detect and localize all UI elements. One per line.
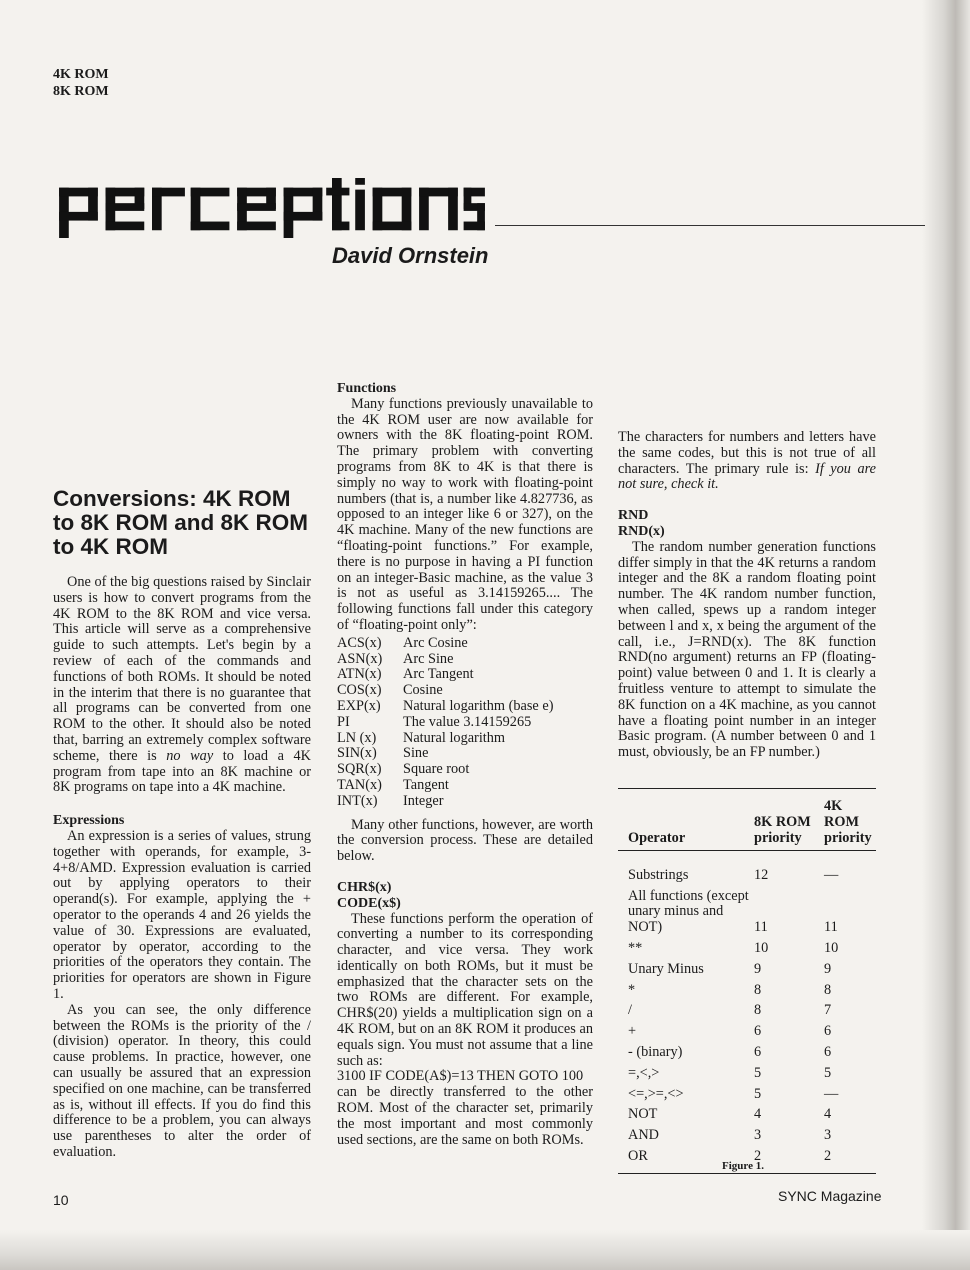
operator-name: - (binary) xyxy=(628,1044,683,1061)
priority-4k: 4 xyxy=(824,1106,832,1123)
operator-name: <=,>=,<> xyxy=(628,1085,684,1102)
fp-function-desc: Arc Sine xyxy=(403,650,454,667)
fp-function-row xyxy=(337,683,553,699)
priority-4k: — xyxy=(824,1085,839,1102)
priority-8k: 5 xyxy=(754,1064,762,1081)
operator-row xyxy=(618,959,876,980)
fp-function-row xyxy=(337,746,553,762)
priority-8k: 3 xyxy=(754,1127,762,1144)
fp-function-row xyxy=(337,636,553,652)
functions-paragraph-1: Many functions previously unavailable to the 4K ROM user are now available for owners with the 8K floating-point ROM. The primary problem with converting programs from 8K to 4K is that there is simply no way to work with floating-point numbers (that is, a number like 4.827736, as opposed to an integer like 6 or 327), on the 4K machine. Many of the new functions are “floating-point functions.” For example, there is no purpose in having a PI function on an integer-Basic machine, as the value 3 is not as useful as 3.14159265.... The following functions fall under this category of “floating-point only”: xyxy=(337,395,593,633)
figure-1-table xyxy=(618,788,876,1174)
functions-paragraph-2: Many other functions, however, are worth the conversion process. These are detailed below. xyxy=(337,816,593,865)
fp-function-row xyxy=(337,731,553,747)
priority-4k: — xyxy=(824,866,839,883)
operator-name: ** xyxy=(628,940,643,957)
fp-function-desc: Natural logarithm xyxy=(403,729,506,746)
fp-function-desc: Integer xyxy=(403,792,444,809)
priority-4k: 6 xyxy=(824,1023,832,1040)
chrs-paragraph-2: can be directly transferred to the other ROM. Most of the character set, primarily the most important and most commonly used sections, are the same on both ROMs. xyxy=(337,1084,593,1148)
table-top-rule xyxy=(618,788,876,789)
fp-function-desc: Natural logarithm (base e) xyxy=(403,697,554,714)
operator-row xyxy=(618,1063,876,1084)
priority-8k: 8 xyxy=(754,981,762,998)
code-example: 3100 IF CODE(A$)=13 THEN GOTO 100 xyxy=(337,1068,584,1085)
header-operator: Operator xyxy=(628,829,686,846)
priority-8k: 4 xyxy=(754,1106,762,1123)
column-logo xyxy=(52,178,492,238)
rnd-heading: RND xyxy=(618,508,649,524)
fp-function-name: PI xyxy=(337,713,350,730)
operator-row xyxy=(618,939,876,960)
fp-function-row xyxy=(337,652,553,668)
priority-4k: 8 xyxy=(824,981,832,998)
fp-function-name: COS(x) xyxy=(337,682,382,699)
operator-name: * xyxy=(628,981,636,998)
code-heading: CODE(x$) xyxy=(337,895,401,911)
operator-name: =,<,> xyxy=(628,1064,660,1081)
rom-tag-8k: 8K ROM xyxy=(53,84,109,99)
fp-function-name: EXP(x) xyxy=(337,697,381,714)
fp-function-row xyxy=(337,699,553,715)
priority-4k: 2 xyxy=(824,1148,832,1165)
priority-8k: 6 xyxy=(754,1023,762,1040)
priority-8k: 6 xyxy=(754,1044,762,1061)
operator-row xyxy=(618,1126,876,1147)
operator-row xyxy=(618,1105,876,1126)
fp-function-desc: Tangent xyxy=(403,776,449,793)
priority-8k: 10 xyxy=(754,940,769,957)
fp-function-desc: Sine xyxy=(403,745,429,762)
header-4k-priority: 4K ROM priority xyxy=(824,798,872,846)
fp-function-name: SQR(x) xyxy=(337,761,382,778)
fp-function-name: SIN(x) xyxy=(337,745,377,762)
fp-function-row xyxy=(337,778,553,794)
priority-4k: 10 xyxy=(824,940,839,957)
column-1 xyxy=(53,575,311,1161)
expressions-paragraph-1: An expression is a series of values, strung together with operands, for example, 3-4+8/AMD. Expression evaluation is carried out by applying operators to their operand(s). For example, applying the + operator to the operands 4 and 26 yields the value of 30. Expressions are evaluated, operator by operator, according to the priorities of the operators they contain. The priorities for operators are shown in Figure 1. xyxy=(53,827,311,1002)
fp-function-row xyxy=(337,715,553,731)
priority-4k: 5 xyxy=(824,1064,832,1081)
operator-name: Substrings xyxy=(628,866,689,883)
priority-4k: 9 xyxy=(824,960,832,977)
intro-paragraph: One of the big questions raised by Sinclair users is how to convert programs from the 4K ROM to the 8K ROM and vice versa. This article will serve as a comprehensive guide to such attempts. Let's begin by a review of each of the commands and functions of both ROMs. It should be noted in the interim that there is no guarantee that all programs can be converted from one ROM to the other. It should also be noted that, barring an extremely complex software scheme, there is no way to load a 4K program from tape into an 8K machine or 8K programs on tape into a 4K machine. xyxy=(53,574,311,796)
priority-4k: 7 xyxy=(824,1002,832,1019)
priority-8k: 12 xyxy=(754,866,769,883)
rnd-x-heading: RND(x) xyxy=(618,523,665,539)
operator-row xyxy=(618,886,876,938)
priority-8k: 11 xyxy=(754,919,768,936)
fp-function-name: ASN(x) xyxy=(337,650,383,667)
functions-heading: Functions xyxy=(337,381,397,396)
expressions-heading: Expressions xyxy=(53,813,125,829)
fp-function-row xyxy=(337,762,553,778)
operator-name: / xyxy=(628,1002,632,1019)
rom-tag-4k: 4K ROM xyxy=(53,67,109,82)
priority-8k: 8 xyxy=(754,1002,762,1019)
column-2 xyxy=(337,381,593,1148)
priority-8k: 2 xyxy=(754,1148,762,1165)
header-8k-priority: 8K ROM priority xyxy=(754,813,811,846)
operator-row xyxy=(618,865,876,886)
logo-rule xyxy=(495,225,925,226)
fp-function-desc: The value 3.14159265 xyxy=(403,713,532,730)
operator-row xyxy=(618,1084,876,1105)
operator-name: NOT xyxy=(628,1106,658,1123)
page-edge-shadow xyxy=(922,0,970,1270)
rnd-paragraph: The random number generation functions differ simply in that the 4K returns a random integer and the 8K a random floating point number. The 4K random number function, when called, spews up a random integer between l and x, x being the argument of the call, i.e., J=RND(x). The 8K function RND(no argument) returns an FP (floating-point) value between 0 and 1. It is clearly a fruitless venture to attempt to simulate the 8K function on a 4K machine, as you cannot have a floating point number in an integer Basic program. (A number between 0 and 1 must, obviously, be an FP number.) xyxy=(618,538,876,761)
page-bottom-shadow xyxy=(0,1230,970,1270)
author-byline: David Ornstein xyxy=(332,243,489,268)
magazine-name: SYNC Magazine xyxy=(778,1188,882,1204)
operator-name: OR xyxy=(628,1148,648,1165)
fp-function-name: LN (x) xyxy=(337,729,377,746)
expressions-paragraph-2: As you can see, the only difference between the ROMs is the priority of the / (division) operator. In theory, this could cause problems. In practice, however, one can usually be assured that an expression specified on one machine, can be transferred as is, without ill effects. If you do find this difference to be a problem, you can always use parentheses to alter the order of evaluation. xyxy=(53,1001,311,1160)
operator-row xyxy=(618,1022,876,1043)
operator-name: All functions (except unary minus and NOT) xyxy=(628,887,749,936)
operator-name: AND xyxy=(628,1127,659,1144)
fp-function-desc: Arc Tangent xyxy=(403,666,474,683)
chrs-heading: CHR$(x) xyxy=(337,879,392,895)
fp-function-desc: Square root xyxy=(403,761,470,778)
fp-function-desc: Arc Cosine xyxy=(403,634,468,651)
article-title: Conversions: 4K ROM to 8K ROM and 8K ROM to 4K ROM xyxy=(53,486,309,559)
priority-8k: 5 xyxy=(754,1085,762,1102)
fp-function-row xyxy=(337,667,553,683)
priority-4k: 11 xyxy=(824,919,838,936)
fp-function-row xyxy=(337,794,553,810)
priority-4k: 3 xyxy=(824,1127,832,1144)
figure-caption: Figure 1. xyxy=(722,1160,764,1172)
fp-function-name: ACS(x) xyxy=(337,634,382,651)
fp-function-desc: Cosine xyxy=(403,682,443,699)
fp-function-name: INT(x) xyxy=(337,792,378,809)
operator-row xyxy=(618,980,876,1001)
table-bottom-rule xyxy=(618,1173,876,1174)
column-3 xyxy=(618,430,876,761)
priority-8k: 9 xyxy=(754,960,762,977)
operator-row xyxy=(618,1001,876,1022)
operator-row xyxy=(618,1043,876,1064)
fp-functions-list xyxy=(337,636,553,810)
page-number: 10 xyxy=(53,1192,69,1208)
fp-function-name: TAN(x) xyxy=(337,776,382,793)
chrs-paragraph-1: These functions perform the operation of converting a number to its corresponding character, and vice versa. They work identically on both ROMs, but it must be emphasized that the character sets on the two ROMs are different. For example, CHR$(20) yields a multiplication sign on a 4K ROM, but on an 8K ROM it produces an equals sign. You must not assume that a line such as: xyxy=(337,910,593,1069)
characters-paragraph: The characters for numbers and letters have the same codes, but this is not true of all characters. The primary rule is: If you are not sure, check it. xyxy=(618,429,876,493)
rom-tags xyxy=(53,66,109,100)
fp-function-name: ATN(x) xyxy=(337,666,382,683)
priority-4k: 6 xyxy=(824,1044,832,1061)
operator-name: + xyxy=(628,1023,637,1040)
operator-name: Unary Minus xyxy=(628,960,704,977)
